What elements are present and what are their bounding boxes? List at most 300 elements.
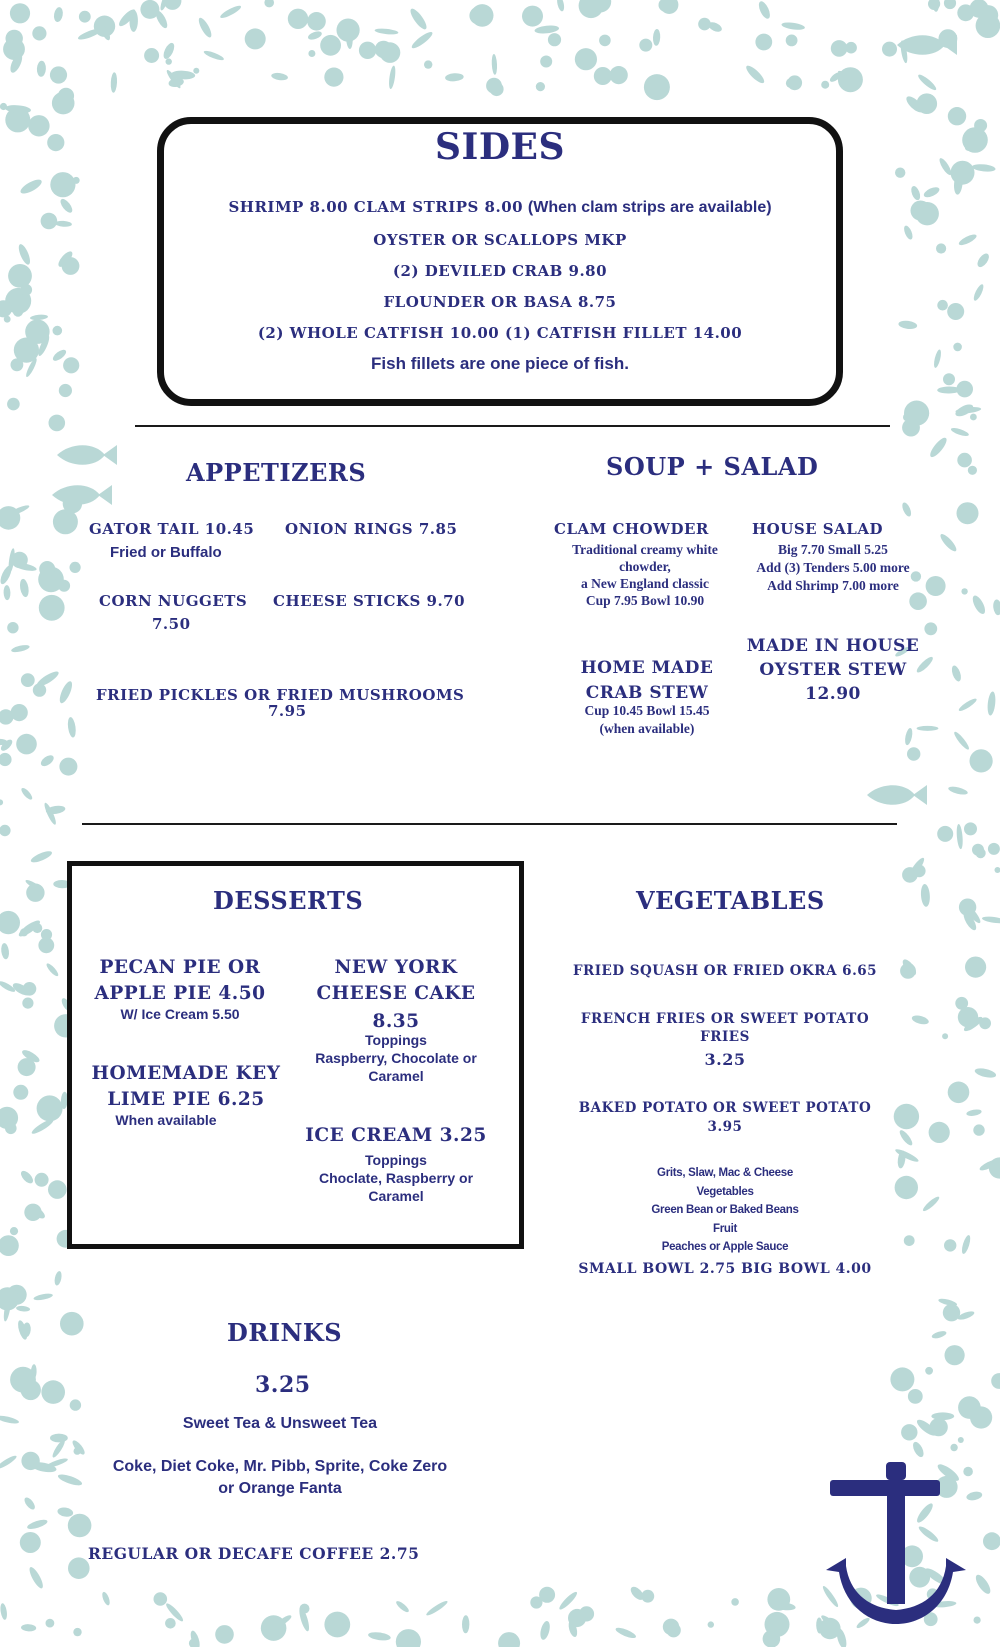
pattern-dot — [995, 867, 1000, 873]
drinks-price: 3.25 — [255, 1372, 311, 1398]
pattern-dash — [161, 41, 176, 60]
pattern-dot — [904, 401, 929, 426]
chowder-desc-line: Traditional creamy white — [572, 542, 718, 557]
pattern-dot — [956, 381, 973, 398]
sides-line-1 — [157, 198, 843, 217]
pattern-dash — [917, 726, 939, 731]
pattern-dash — [950, 426, 970, 437]
salad-house-desc — [737, 541, 929, 595]
pattern-dash — [16, 1305, 30, 1312]
pattern-dot — [943, 1304, 960, 1321]
pattern-dot — [970, 1406, 992, 1428]
pattern-dot — [498, 1632, 520, 1647]
pattern-dash — [972, 283, 985, 302]
sides-line-4: FLOUNDER OR BASA 8.75 — [383, 293, 617, 311]
pattern-dash — [653, 29, 661, 46]
vegetable-sides-list — [555, 1164, 895, 1257]
pattern-dash — [904, 727, 914, 745]
pattern-dot — [937, 826, 953, 842]
pattern-dot — [11, 358, 24, 371]
pattern-dash — [911, 1014, 930, 1026]
pattern-dot — [925, 1367, 933, 1375]
key-lime-line: HOMEMADE KEY — [91, 1063, 281, 1084]
pattern-dot — [324, 1612, 350, 1638]
pattern-dot — [786, 35, 798, 47]
pattern-dot — [324, 68, 343, 87]
pattern-dot — [989, 1157, 1000, 1178]
dessert-pecan-sub: W/ Ice Cream 5.50 — [120, 1006, 240, 1022]
pattern-dot — [0, 911, 20, 934]
pattern-dot — [708, 1621, 714, 1627]
vegetable-baked-potato — [555, 1099, 895, 1137]
pattern-dot — [769, 1626, 780, 1637]
pattern-dot — [18, 1058, 36, 1076]
crab-stew-line: CRAB STEW — [585, 683, 709, 703]
pattern-dash — [922, 185, 941, 199]
pattern-dot — [907, 747, 920, 760]
appetizers-title: APPETIZERS — [186, 458, 367, 487]
pattern-dot — [165, 1618, 176, 1629]
pattern-dot — [821, 81, 829, 89]
pattern-dot — [594, 67, 612, 85]
pattern-dot — [28, 115, 49, 136]
pattern-dot — [953, 343, 962, 352]
pattern-dot — [193, 68, 199, 74]
pattern-dash — [58, 197, 74, 215]
pattern-dot — [490, 82, 504, 96]
pattern-dash — [29, 849, 53, 865]
pattern-dash — [757, 0, 773, 20]
pattern-dot — [968, 466, 977, 475]
pattern-dot — [755, 34, 772, 51]
vegetables-title: VEGETABLES — [636, 886, 825, 915]
pattern-dot — [0, 799, 3, 805]
pattern-dot — [20, 1532, 41, 1553]
fish-icon — [57, 445, 117, 465]
pattern-dash — [987, 691, 997, 716]
pattern-dash — [920, 884, 930, 907]
soup-crab-stew — [559, 656, 735, 706]
pattern-dot — [320, 35, 341, 56]
divider-top — [135, 425, 890, 427]
drinks-title: DRINKS — [227, 1318, 343, 1347]
pattern-dash — [27, 1565, 45, 1590]
pattern-dot — [70, 562, 81, 573]
pattern-dot — [39, 595, 65, 621]
appetizer-fried-pickles: FRIED PICKLES OR FRIED MUSHROOMS — [96, 686, 465, 704]
pattern-dot — [568, 1609, 586, 1627]
pattern-dot — [536, 82, 545, 91]
pattern-dash — [957, 232, 977, 247]
pattern-dot — [948, 107, 966, 125]
pattern-dash — [57, 1506, 74, 1517]
pattern-dash — [933, 349, 943, 369]
pattern-dash — [0, 1454, 18, 1471]
pattern-dot — [944, 0, 956, 9]
pattern-dash — [425, 1599, 449, 1617]
pattern-dot — [641, 1590, 654, 1603]
veg-side-line: Fruit — [712, 1222, 738, 1235]
pattern-dash — [33, 1292, 53, 1301]
pattern-dash — [36, 61, 46, 77]
pattern-dot — [913, 865, 926, 878]
dessert-ice-cream-toppings — [290, 1151, 502, 1205]
pattern-dash — [781, 21, 805, 31]
pattern-dot — [60, 1312, 84, 1336]
pattern-dot — [7, 622, 18, 633]
pattern-dot — [639, 39, 652, 52]
pattern-dot — [959, 899, 976, 916]
pattern-dash — [539, 1620, 552, 1641]
pattern-dash — [388, 65, 397, 89]
pattern-dot — [948, 1082, 970, 1104]
pattern-dash — [23, 1496, 37, 1511]
pattern-dot — [11, 552, 27, 568]
pattern-dot — [52, 92, 75, 115]
toppings-label: Toppings — [365, 1032, 427, 1048]
toppings-options: Caramel — [368, 1188, 424, 1204]
pattern-dot — [0, 825, 11, 836]
pattern-dot — [991, 1373, 1000, 1389]
pattern-dash — [53, 1270, 62, 1286]
pattern-dot — [164, 0, 182, 10]
pattern-dot — [469, 7, 487, 25]
pattern-dash — [614, 1626, 637, 1640]
pecan-pie-line: PECAN PIE OR — [99, 957, 261, 978]
pattern-dash — [203, 49, 225, 62]
pattern-dot — [895, 168, 905, 178]
cheesecake-line: NEW YORK — [334, 957, 458, 978]
pattern-dot — [936, 243, 946, 253]
pattern-dot — [0, 103, 7, 110]
pattern-dash — [53, 6, 64, 22]
pattern-dot — [895, 1176, 918, 1199]
fries-line: FRIES — [700, 1029, 750, 1045]
pattern-dash — [921, 1195, 941, 1213]
pattern-dot — [245, 28, 266, 49]
pattern-dot — [33, 683, 46, 696]
pattern-dot — [904, 1235, 915, 1246]
pattern-dash — [196, 16, 213, 39]
pattern-dash — [970, 594, 987, 616]
toppings-options: Choclate, Raspberry or — [318, 1170, 474, 1186]
oyster-stew-price: 12.90 — [805, 684, 861, 704]
veg-side-line: Green Bean or Baked Beans — [651, 1204, 799, 1216]
pattern-dash — [19, 578, 30, 598]
pattern-dash — [50, 1434, 68, 1443]
soup-oyster-stew — [737, 634, 929, 706]
pattern-dash — [972, 163, 996, 172]
pattern-dot — [0, 753, 12, 766]
pattern-dot — [666, 1623, 680, 1637]
pattern-dash — [898, 1128, 915, 1147]
pattern-dash — [911, 1440, 926, 1459]
pattern-dot — [424, 60, 432, 68]
sides-note: Fish fillets are one piece of fish. — [371, 354, 629, 373]
pattern-dash — [534, 24, 559, 34]
soup-crab-stew-desc — [559, 702, 735, 738]
pattern-dot — [901, 1424, 917, 1440]
pattern-dash — [408, 7, 429, 32]
toppings-label: Toppings — [365, 1152, 427, 1168]
pattern-dash — [910, 185, 922, 202]
pattern-dash — [55, 220, 72, 227]
oyster-stew-line: OYSTER STEW — [759, 660, 907, 680]
key-lime-line: LIME PIE 6.25 — [107, 1089, 265, 1110]
pattern-dot — [50, 172, 75, 197]
pattern-dot — [548, 33, 561, 46]
cheesecake-line: CHEESE CAKE — [316, 983, 476, 1004]
pattern-dash — [101, 1591, 112, 1606]
pattern-dot — [74, 1447, 81, 1454]
pattern-dot — [610, 66, 628, 84]
pattern-dash — [219, 4, 242, 20]
pattern-dash — [20, 786, 34, 801]
pattern-dot — [41, 1380, 65, 1404]
pattern-dash — [966, 1108, 982, 1117]
sides-clam-note: (When clam strips are available) — [527, 199, 772, 216]
pattern-dot — [882, 42, 897, 57]
vegetable-fries-price: 3.25 — [704, 1050, 746, 1069]
pattern-dot — [957, 453, 972, 468]
pattern-dash — [395, 1599, 411, 1613]
pattern-dash — [45, 962, 60, 978]
pattern-dot — [950, 1444, 957, 1451]
pattern-dot — [540, 56, 552, 68]
pattern-dot — [962, 127, 988, 153]
dessert-pecan-pie — [80, 955, 280, 1007]
fries-line: FRENCH FRIES OR SWEET POTATO — [580, 1011, 870, 1027]
pattern-dot — [37, 1095, 63, 1121]
dessert-key-lime-pie — [76, 1061, 296, 1113]
pattern-dot — [970, 414, 977, 421]
appetizer-onion-rings: ONION RINGS 7.85 — [285, 520, 458, 538]
pattern-dot — [961, 588, 967, 594]
pattern-dash — [948, 785, 969, 796]
pattern-dot — [21, 673, 35, 687]
pattern-dot — [929, 1122, 950, 1143]
soup-clam-chowder: CLAM CHOWDER — [554, 520, 709, 538]
pattern-dash — [462, 1615, 470, 1633]
pattern-dot — [11, 704, 28, 721]
pattern-dash — [956, 824, 964, 850]
appetizer-corn-price: 7.50 — [152, 615, 191, 633]
pattern-dot — [978, 5, 998, 25]
crab-stew-price: Cup 10.45 Bowl 15.45 — [584, 703, 710, 718]
pattern-dash — [445, 73, 464, 82]
chowder-desc-line: chowder, — [619, 559, 671, 574]
pattern-dash — [410, 30, 434, 51]
pattern-dot — [10, 1367, 36, 1393]
chowder-price: Cup 7.95 Bowl 10.90 — [585, 593, 705, 608]
pattern-dot — [144, 48, 159, 63]
sides-line-3: (2) DEVILED CRAB 9.80 — [392, 262, 608, 280]
pattern-dash — [307, 30, 323, 42]
sides-title: SIDES — [435, 126, 565, 168]
desserts-title: DESSERTS — [213, 886, 364, 915]
veg-side-line: Peaches or Apple Sauce — [661, 1241, 789, 1253]
sodas-line: or Orange Fanta — [218, 1480, 342, 1497]
pattern-dash — [67, 717, 77, 738]
pattern-dash — [110, 72, 117, 93]
pattern-dot — [375, 41, 392, 58]
soup-clam-chowder-desc — [553, 541, 737, 609]
pattern-dash — [491, 54, 497, 75]
crab-stew-line: HOME MADE — [580, 658, 714, 678]
sides-line-5: (2) WHOLE CATFISH 10.00 (1) CATFISH FILLET 14.00 — [257, 324, 743, 342]
pattern-dot — [937, 300, 948, 311]
drinks-sodas — [80, 1456, 480, 1500]
cheesecake-price: 8.35 — [372, 1011, 420, 1032]
pattern-dash — [952, 730, 970, 751]
pattern-dot — [154, 1592, 168, 1606]
pattern-dot — [539, 1587, 555, 1603]
pattern-dot — [944, 1239, 956, 1251]
appetizer-cheese-sticks: CHEESE STICKS 9.70 — [273, 592, 466, 610]
pattern-dot — [13, 306, 23, 316]
pattern-dot — [900, 963, 916, 979]
veg-side-line: Vegetables — [696, 1185, 754, 1198]
baked-potato-line: BAKED POTATO OR SWEET POTATO — [578, 1100, 872, 1116]
pattern-dot — [21, 1452, 39, 1470]
pattern-dash — [744, 63, 767, 85]
pattern-dot — [988, 843, 1000, 855]
pattern-dot — [972, 844, 984, 856]
pattern-dot — [32, 26, 46, 40]
pattern-dot — [166, 58, 172, 64]
pattern-dash — [901, 501, 913, 517]
pattern-dot — [25, 320, 49, 344]
pattern-dot — [942, 1033, 948, 1039]
pattern-dot — [48, 1180, 67, 1199]
appetizer-fried-pickles-price: 7.95 — [268, 702, 307, 720]
sodas-line: Coke, Diet Coke, Mr. Pibb, Sprite, Coke Zero — [112, 1458, 448, 1475]
pattern-dash — [21, 1624, 37, 1632]
pattern-dot — [59, 758, 77, 776]
dessert-cheesecake-toppings — [290, 1031, 502, 1085]
pattern-dot — [838, 67, 863, 92]
sides-shrimp-clam: SHRIMP 8.00 CLAM STRIPS 8.00 — [228, 198, 524, 216]
pattern-dot — [10, 1227, 18, 1235]
vegetable-fries — [555, 1010, 895, 1046]
pattern-dot — [970, 749, 993, 772]
pattern-dot — [0, 1235, 19, 1256]
pattern-dash — [916, 73, 938, 93]
pattern-dot — [894, 1104, 919, 1129]
pattern-dot — [39, 561, 55, 577]
pattern-dash — [557, 1590, 578, 1611]
pattern-dot — [140, 0, 159, 19]
drinks-tea: Sweet Tea & Unsweet Tea — [182, 1415, 378, 1432]
pattern-dot — [599, 35, 611, 47]
pattern-dot — [41, 213, 58, 230]
pattern-dash — [0, 943, 10, 960]
pattern-dot — [575, 48, 597, 70]
salad-addon-tenders: Add (3) Tenders 5.00 more — [756, 560, 910, 575]
pattern-dot — [10, 3, 30, 23]
pattern-dot — [890, 1367, 914, 1391]
pattern-dash — [992, 599, 1000, 616]
pattern-dot — [831, 40, 848, 57]
pattern-dash — [11, 644, 31, 654]
pattern-dash — [0, 1414, 20, 1425]
pattern-dot — [70, 1399, 81, 1410]
pattern-dot — [22, 998, 33, 1009]
pattern-dash — [928, 435, 949, 459]
pattern-dash — [937, 157, 953, 177]
dessert-key-lime-sub: When available — [115, 1112, 217, 1128]
pattern-dash — [19, 177, 44, 196]
pattern-dot — [965, 957, 986, 978]
appetizer-gator-sub: Fried or Buffalo — [110, 544, 222, 561]
pattern-dash — [902, 224, 914, 240]
pattern-dot — [264, 0, 274, 7]
pattern-dot — [964, 822, 977, 835]
pattern-dot — [731, 1598, 739, 1606]
vegetable-bowl-prices: SMALL BOWL 2.75 BIG BOWL 4.00 — [578, 1261, 872, 1277]
dessert-ice-cream: ICE CREAM 3.25 — [305, 1125, 487, 1146]
pattern-dot — [307, 12, 326, 31]
salad-price: Big 7.70 Small 5.25 — [778, 542, 888, 557]
pattern-dot — [983, 1532, 1000, 1550]
pattern-dot — [947, 303, 964, 320]
pattern-dot — [215, 1625, 234, 1644]
pattern-dot — [53, 326, 63, 336]
pattern-dot — [943, 373, 955, 385]
pattern-dot — [20, 928, 28, 936]
pattern-dot — [50, 66, 67, 83]
pattern-dash — [57, 680, 74, 705]
pattern-dot — [8, 264, 32, 288]
salad-house-salad: HOUSE SALAD — [752, 520, 883, 538]
pattern-dot — [16, 734, 37, 755]
pattern-dash — [17, 243, 33, 266]
pattern-dash — [271, 72, 289, 81]
pattern-dot — [68, 1557, 90, 1579]
pattern-dot — [288, 9, 308, 29]
pattern-dot — [787, 75, 802, 90]
pattern-dot — [945, 1345, 965, 1365]
divider-middle — [82, 823, 897, 825]
pattern-dash — [975, 252, 991, 270]
pattern-dot — [26, 884, 44, 902]
pattern-dot — [957, 502, 979, 524]
pattern-dash — [556, 0, 566, 12]
pattern-dot — [522, 6, 543, 27]
pattern-dot — [973, 1124, 984, 1135]
pattern-dot — [396, 1629, 421, 1647]
pattern-dot — [5, 1123, 17, 1135]
pattern-dot — [958, 1437, 964, 1443]
pattern-dot — [47, 134, 64, 151]
anchor-icon — [820, 1462, 980, 1627]
oyster-stew-line: MADE IN HOUSE — [746, 636, 920, 656]
appetizer-corn-nuggets: CORN NUGGETS — [99, 592, 248, 610]
fish-icon — [52, 485, 112, 505]
crab-stew-note: (when available) — [599, 721, 695, 736]
pattern-dot — [308, 50, 315, 57]
pattern-dot — [35, 1173, 49, 1187]
appetizer-gator-tail: GATOR TAIL 10.45 — [89, 520, 255, 538]
pattern-dash — [26, 1518, 48, 1531]
pattern-dash — [931, 1412, 954, 1420]
pattern-dash — [974, 1067, 997, 1080]
pattern-dot — [7, 398, 20, 411]
pattern-dot — [644, 74, 670, 100]
pattern-dot — [767, 1588, 790, 1611]
pattern-dash — [0, 1603, 8, 1621]
pattern-dash — [3, 585, 10, 600]
